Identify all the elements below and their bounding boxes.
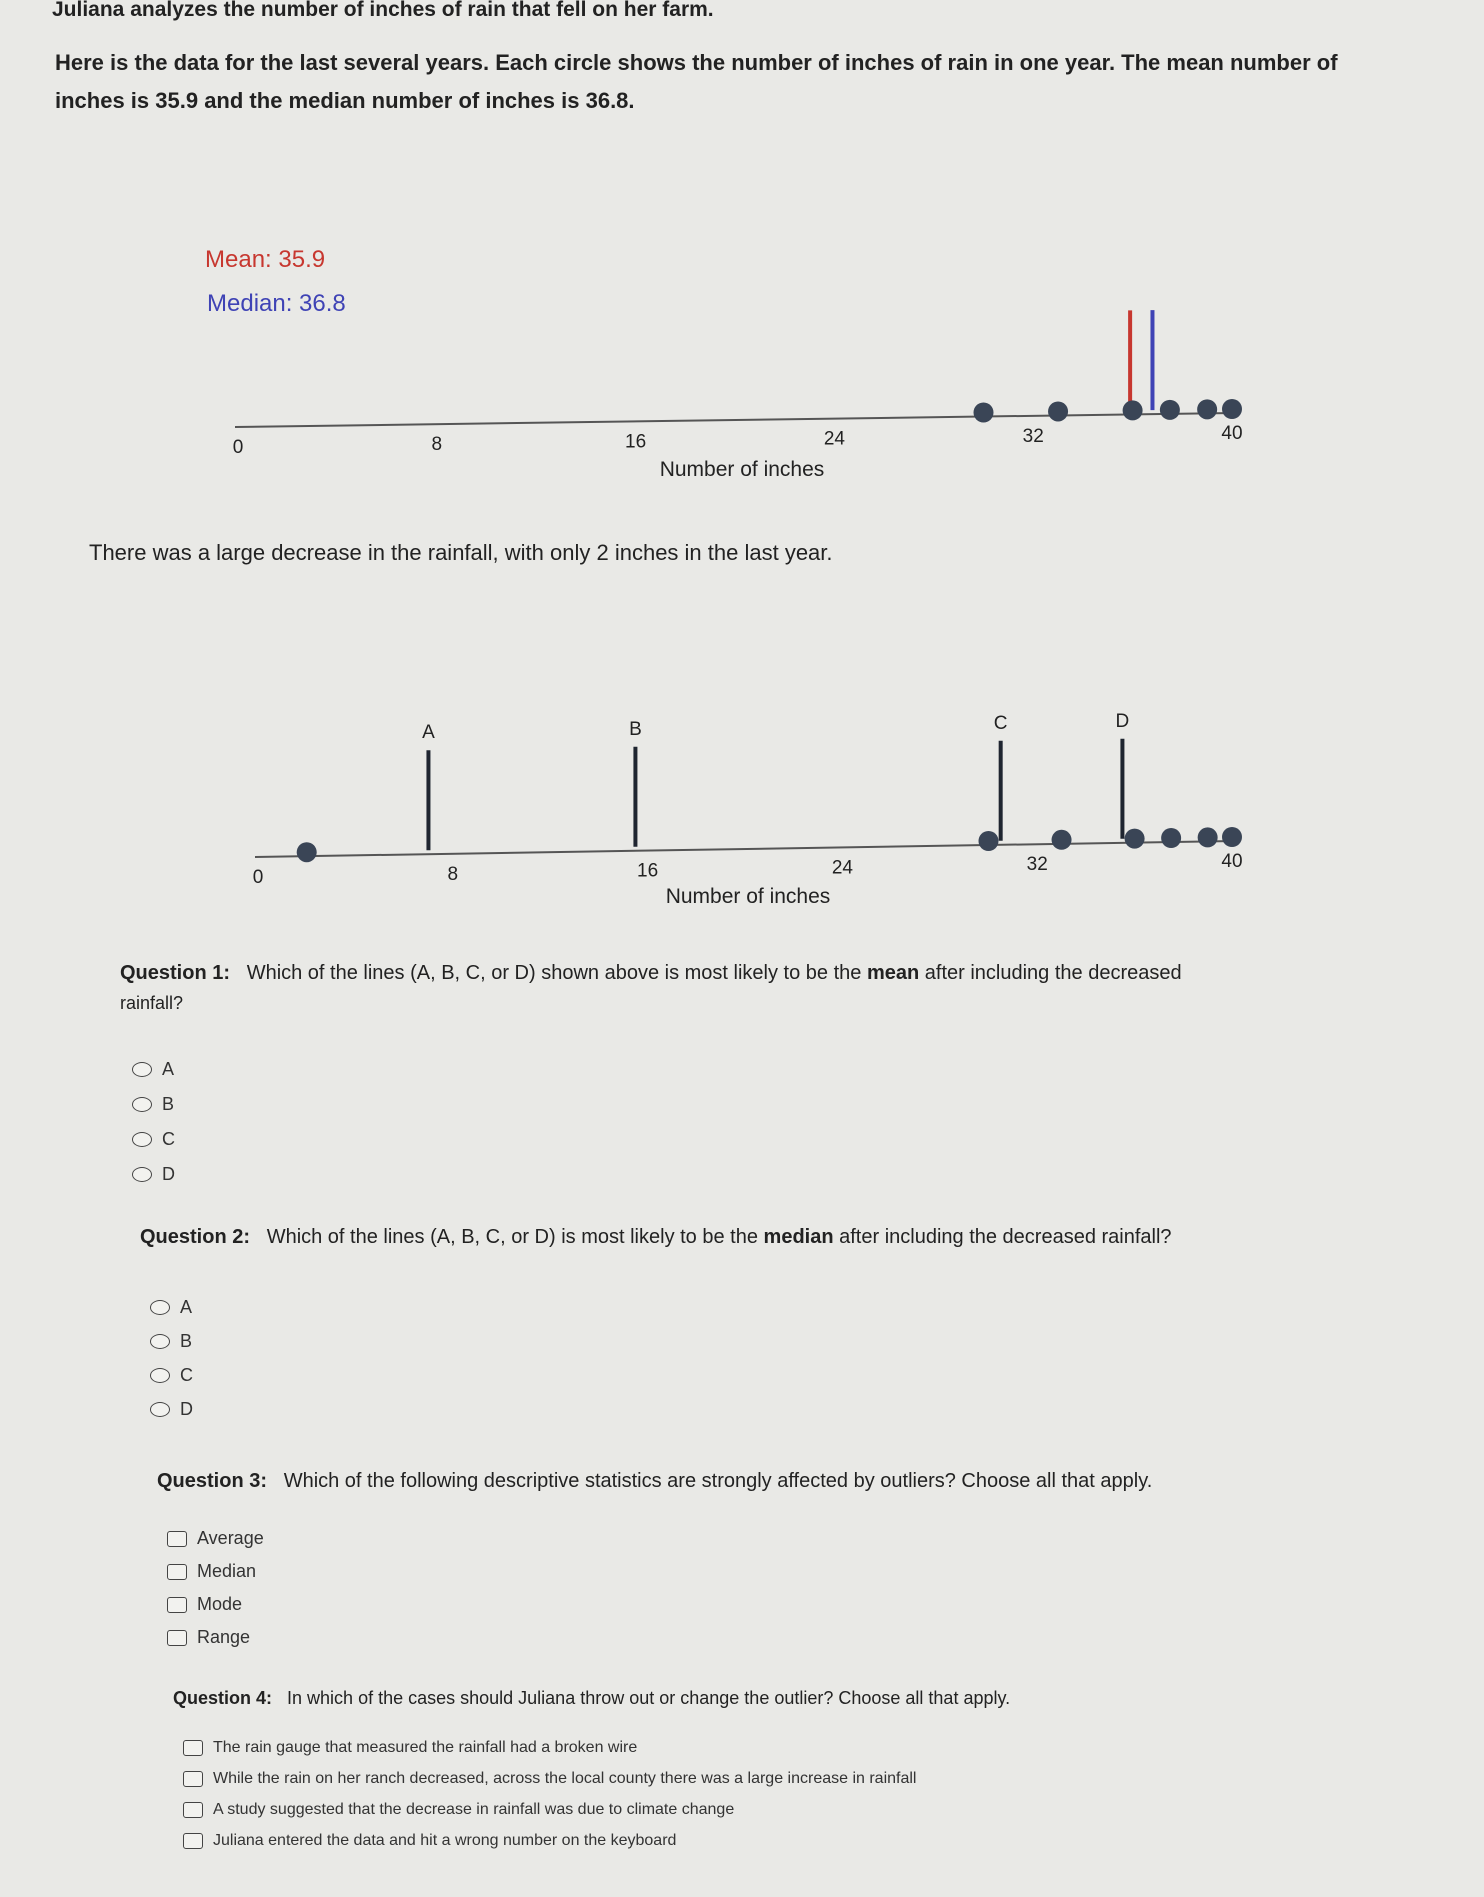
- tick-label: 24: [823, 428, 845, 450]
- tick-label: 24: [831, 857, 853, 879]
- radio-button[interactable]: [150, 1402, 170, 1417]
- q4-option-4[interactable]: Juliana entered the data and hit a wrong number on the keyboard: [183, 1825, 916, 1856]
- median-label: Median: 36.8: [207, 290, 346, 317]
- q2-option-b[interactable]: B: [150, 1324, 193, 1358]
- question-2-emphasis: median: [763, 1226, 834, 1248]
- q3-option-mode[interactable]: Mode: [167, 1588, 264, 1621]
- q4-option-1[interactable]: The rain gauge that measured the rainfall had a broken wire: [183, 1732, 916, 1763]
- choice-line-label: A: [422, 722, 435, 744]
- question-1-text: Which of the lines (A, B, C, or D) shown above is most likely to be the: [246, 962, 867, 984]
- x-axis-label: Number of inches: [659, 458, 825, 481]
- tick-label: 8: [431, 434, 443, 456]
- data-point: [1048, 401, 1068, 421]
- radio-button[interactable]: [132, 1132, 152, 1147]
- choice-line-label: C: [993, 712, 1008, 734]
- radio-button[interactable]: [132, 1062, 152, 1077]
- data-point: [1125, 829, 1145, 849]
- question-3-text: Which of the following descriptive statistics are strongly affected by outliers? Choose all that apply.: [283, 1470, 1153, 1492]
- tick-label: 16: [637, 860, 659, 882]
- dot-plot-1: [0, 300, 1484, 500]
- data-point: [1052, 830, 1072, 850]
- tick-label: 40: [1221, 423, 1243, 444]
- question-1-text-end: after including the decreased: [919, 962, 1182, 984]
- checkbox[interactable]: [167, 1630, 187, 1646]
- q4-option-2[interactable]: While the rain on her ranch decreased, across the local county there was a large increase in rainfall: [183, 1763, 916, 1794]
- radio-button[interactable]: [132, 1097, 152, 1112]
- question-1: [120, 958, 1380, 1018]
- axis-line: [235, 413, 1235, 427]
- question-4-label: Question 4:: [173, 1688, 273, 1708]
- question-4-text: In which of the cases should Juliana throw out or change the outlier? Choose all that apply.: [287, 1688, 1011, 1708]
- q3-option-median[interactable]: Median: [167, 1555, 264, 1588]
- q3-option-average[interactable]: Average: [167, 1522, 264, 1555]
- question-3: [157, 1470, 1407, 1493]
- change-text: There was a large decrease in the rainfall, with only 2 inches in the last year.: [89, 540, 833, 565]
- tick-label: 32: [1026, 854, 1048, 876]
- data-point: [1160, 400, 1180, 420]
- radio-button[interactable]: [150, 1368, 170, 1383]
- data-point: [1222, 827, 1242, 847]
- question-1-options: [132, 1052, 175, 1192]
- data-point: [1161, 828, 1181, 848]
- question-1-label: Question 1:: [120, 962, 231, 984]
- checkbox[interactable]: [167, 1531, 187, 1547]
- q1-option-d[interactable]: D: [132, 1157, 175, 1192]
- page-title: Juliana analyzes the number of inches of rain that fell on her farm.: [52, 0, 714, 21]
- checkbox[interactable]: [183, 1771, 203, 1787]
- tick-label: 32: [1022, 425, 1044, 447]
- checkbox[interactable]: [183, 1833, 203, 1849]
- question-4-options: [183, 1732, 916, 1856]
- data-point: [1198, 827, 1218, 847]
- question-1-text-line2: rainfall?: [120, 993, 184, 1013]
- q3-option-range[interactable]: Range: [167, 1621, 264, 1654]
- radio-button[interactable]: [150, 1334, 170, 1349]
- question-3-label: Question 3:: [157, 1470, 268, 1492]
- tick-label: 16: [625, 431, 647, 453]
- axis-line: [255, 841, 1235, 857]
- checkbox[interactable]: [183, 1740, 203, 1756]
- q2-option-c[interactable]: C: [150, 1358, 193, 1392]
- mean-label: Mean: 35.9: [205, 246, 326, 273]
- question-1-emphasis: mean: [866, 962, 920, 984]
- question-2-text-end: after including the decreased rainfall?: [833, 1226, 1172, 1248]
- data-point: [1222, 399, 1242, 419]
- tick-label: 0: [252, 867, 264, 888]
- data-point: [1123, 400, 1143, 420]
- q2-option-a[interactable]: A: [150, 1290, 193, 1324]
- data-point: [1197, 399, 1217, 419]
- q4-option-3[interactable]: A study suggested that the decrease in rainfall was due to climate change: [183, 1794, 916, 1825]
- choice-line-label: B: [629, 718, 642, 740]
- choice-line-label: D: [1115, 710, 1130, 732]
- tick-label: 40: [1221, 851, 1243, 872]
- question-2-options: [150, 1290, 193, 1426]
- checkbox[interactable]: [167, 1597, 187, 1613]
- radio-button[interactable]: [132, 1167, 152, 1182]
- question-2-label: Question 2:: [140, 1226, 251, 1248]
- q2-option-d[interactable]: D: [150, 1392, 193, 1426]
- tick-label: 8: [447, 863, 459, 885]
- checkbox[interactable]: [167, 1564, 187, 1580]
- data-point: [297, 842, 317, 862]
- q1-option-b[interactable]: B: [132, 1087, 175, 1122]
- x-axis-label: Number of inches: [665, 885, 831, 908]
- tick-label: 0: [232, 437, 244, 458]
- checkbox[interactable]: [183, 1802, 203, 1818]
- question-2: [140, 1226, 1390, 1249]
- question-4: [173, 1688, 1403, 1709]
- q1-option-a[interactable]: A: [132, 1052, 175, 1087]
- data-point: [974, 403, 994, 423]
- question-3-options: [167, 1522, 264, 1654]
- data-point: [979, 831, 999, 851]
- dot-plot-2: [0, 700, 1484, 920]
- question-2-text: Which of the lines (A, B, C, or D) is most likely to be the: [266, 1226, 764, 1248]
- intro-text: Here is the data for the last several years. Each circle shows the number of inches of rain in one year. The mean number of inches is 35.9 and the median number of inches is 36.8.: [55, 50, 1338, 113]
- q1-option-c[interactable]: C: [132, 1122, 175, 1157]
- radio-button[interactable]: [150, 1300, 170, 1315]
